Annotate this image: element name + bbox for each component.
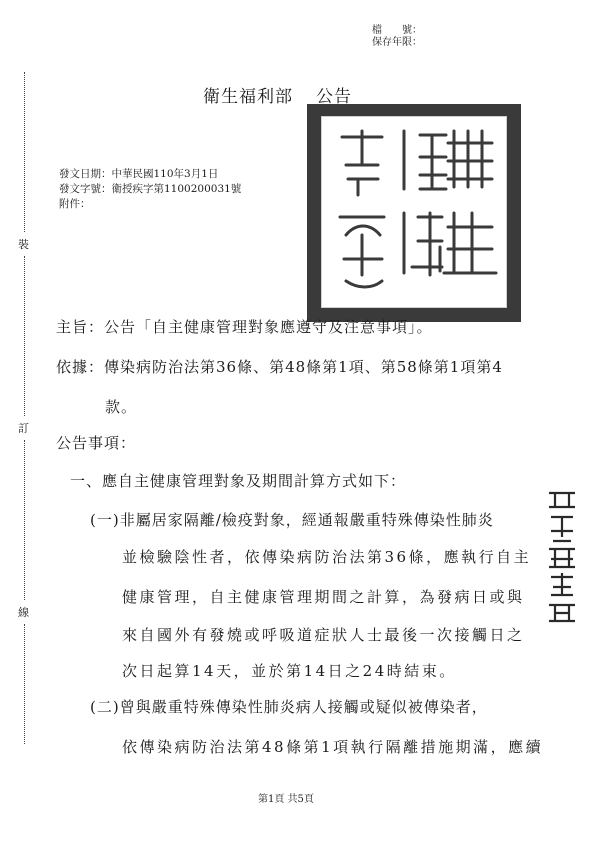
binding-dotted-line [24, 624, 25, 744]
sub-item-line: 並檢驗陰性者，依傳染病防治法第36條，應執行自主 [122, 548, 532, 566]
received-stamp-icon [545, 487, 579, 627]
sub-item-line: (二)曾與嚴重特殊傳染性肺炎病人接觸或疑似被傳染者， [90, 698, 488, 716]
page-number: 第1頁 共5頁 [258, 794, 314, 805]
document-number: 發文字號：衛授疾字第1100200031號 [59, 183, 242, 195]
sub-item-line: 來自國外有發燒或呼吸道症狀人士最後一次接觸日之 [122, 626, 525, 644]
sub-item-line: 次日起算14天，並於第14日之24時結束。 [122, 662, 457, 680]
issue-date: 發文日期：中華民國110年3月1日 [59, 168, 219, 180]
binding-mark-middle: 訂 [18, 422, 29, 435]
attachment-label: 附件： [59, 198, 91, 210]
file-number-label: 檔 號： [372, 25, 422, 36]
binding-dotted-line [24, 256, 25, 416]
subject-line: 主旨：公告「自主健康管理對象應遵守及注意事項」。 [56, 318, 433, 336]
binding-mark-bottom: 線 [18, 606, 29, 619]
received-stamp [545, 487, 579, 627]
sub-item-line: 依傳染病防治法第48條第1項執行隔離措施期滿，應續 [122, 738, 544, 756]
document-type: 公告 [316, 87, 352, 107]
sub-item-line: 健康管理，自主健康管理期間之計算，為發病日或與 [122, 588, 525, 606]
binding-dotted-line [24, 440, 25, 600]
sub-item-line: (一)非屬居家隔離/檢疫對象，經通報嚴重特殊傳染性肺炎 [90, 511, 494, 529]
announcement-heading: 公告事項： [56, 434, 137, 452]
agency-name: 衛生福利部 [203, 87, 293, 107]
official-seal-stamp [307, 104, 521, 322]
seal-glyphs-icon [322, 117, 506, 307]
basis-line: 款。 [105, 398, 138, 416]
basis-line: 依據：傳染病防治法第36條、第48條第1項、第58條第1項第4 [56, 358, 503, 376]
binding-dotted-line [24, 72, 25, 232]
item-heading: 一、應自主健康管理對象及期間計算方式如下： [70, 472, 407, 490]
retention-label: 保存年限： [372, 37, 422, 48]
binding-mark-top: 裝 [18, 238, 29, 251]
